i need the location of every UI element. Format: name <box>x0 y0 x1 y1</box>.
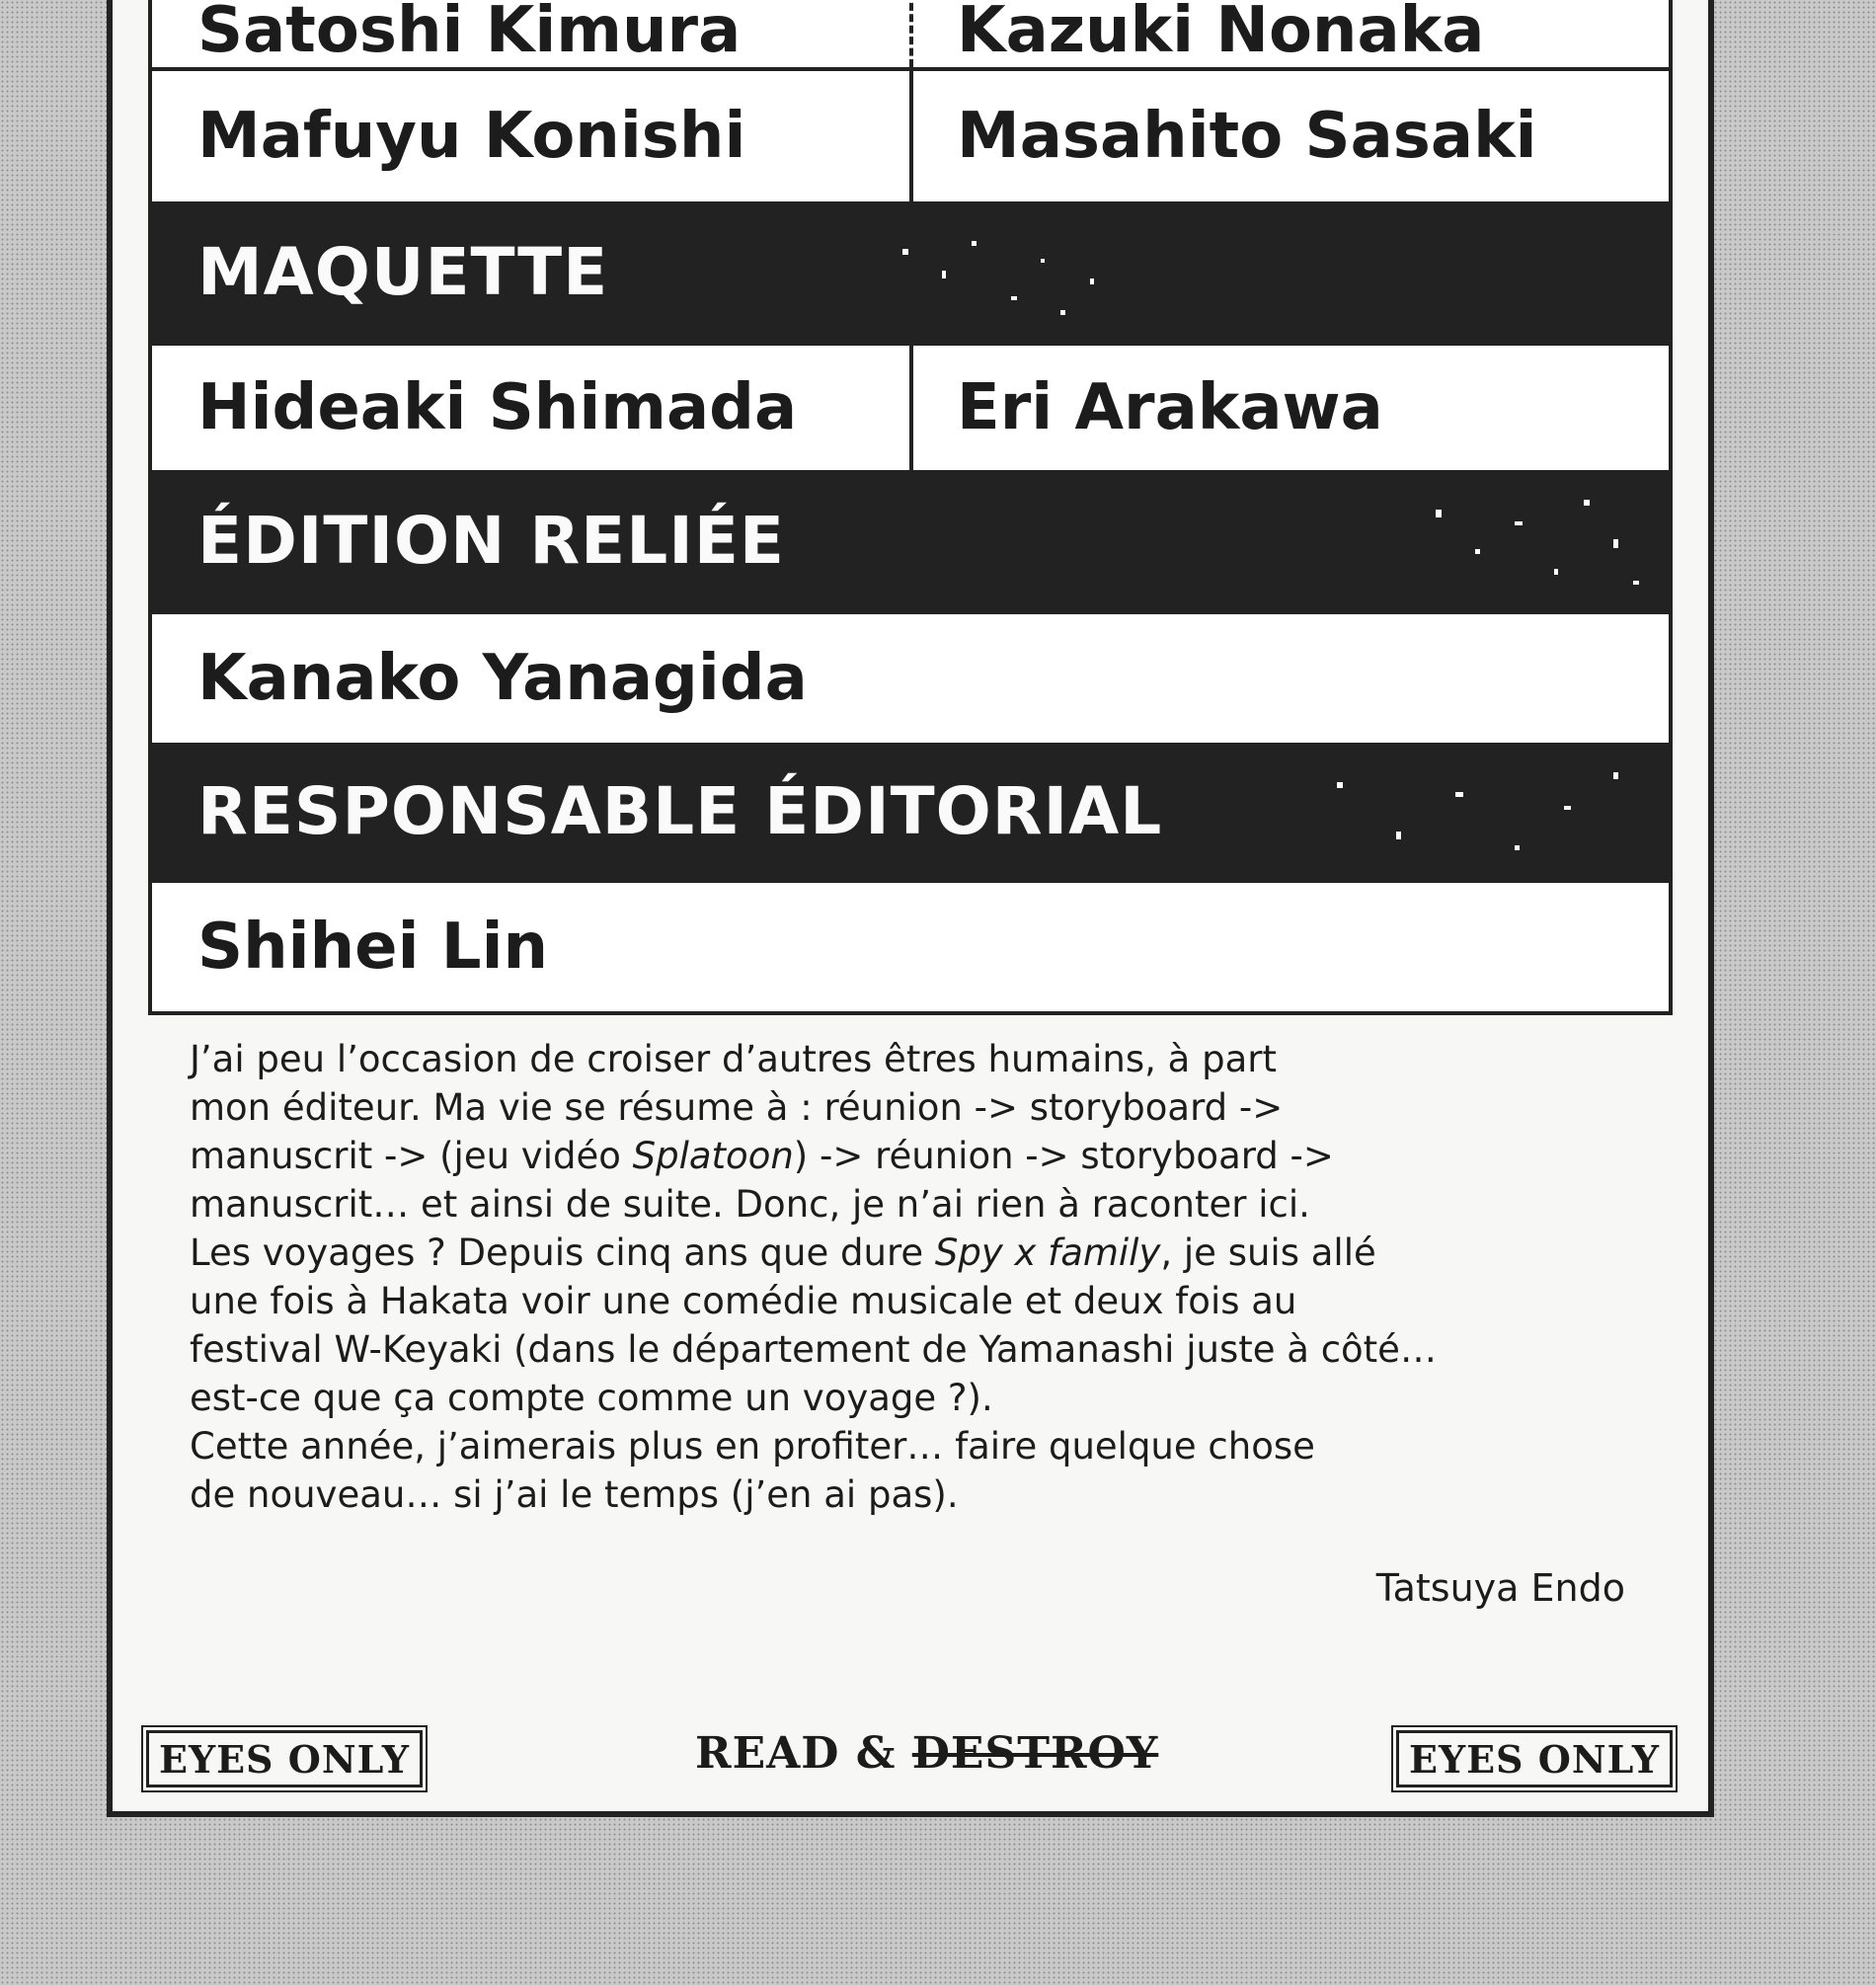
credit-name: Satoshi Kimura <box>197 0 742 67</box>
eyes-only-stamp-right: EYES ONLY <box>1396 1730 1673 1787</box>
credits-row <box>152 342 1669 470</box>
credit-name: Mafuyu Konishi <box>197 100 746 173</box>
author-signature: Tatsuya Endo <box>1375 1566 1625 1610</box>
eyes-only-stamp-left: EYES ONLY <box>146 1730 423 1787</box>
note-line: manuscrit… et ainsi de suite. Donc, je n’ai rien à raconter ici. <box>190 1183 1310 1226</box>
note-line: Les voyages ? Depuis cinq ans que dure Spy x family, je suis allé <box>190 1231 1376 1274</box>
author-note <box>190 1035 1631 1519</box>
credit-name: Kazuki Nonaka <box>909 0 1669 67</box>
credits-row <box>152 0 1669 67</box>
section-header-responsable <box>152 743 1669 879</box>
note-line: J’ai peu l’occasion de croiser d’autres êtres humains, à part <box>190 1038 1277 1080</box>
credit-name: Hideaki Shimada <box>197 371 798 444</box>
section-header-maquette <box>152 201 1669 342</box>
credits-row <box>152 67 1669 201</box>
read-destroy-label: READ & DESTROY <box>695 1728 1159 1779</box>
note-line: Cette année, j’aimerais plus en profiter… faire quelque chose <box>190 1425 1315 1468</box>
note-line: festival W-Keyaki (dans le département de Yamanashi juste à côté… <box>190 1328 1437 1371</box>
credit-name: Shihei Lin <box>197 911 549 984</box>
section-title: ÉDITION RELIÉE <box>197 502 786 579</box>
note-line: est-ce que ça compte comme un voyage ?). <box>190 1377 993 1419</box>
section-title: RESPONSABLE ÉDITORIAL <box>197 772 1163 849</box>
note-line: mon éditeur. Ma vie se résume à : réunion -> storyboard -> <box>190 1086 1284 1129</box>
credit-name: Masahito Sasaki <box>909 71 1669 201</box>
note-line: une fois à Hakata voir une comédie musicale et deux fois au <box>190 1280 1297 1322</box>
note-line: manuscrit -> (jeu vidéo Splatoon) -> réunion -> storyboard -> <box>190 1135 1334 1177</box>
credits-table <box>148 0 1673 1015</box>
credits-row <box>152 610 1669 743</box>
section-title: MAQUETTE <box>197 233 609 310</box>
section-header-edition <box>152 470 1669 610</box>
note-line: de nouveau… si j’ai le temps (j’en ai pas). <box>190 1473 959 1516</box>
credits-row <box>152 879 1669 1011</box>
credit-name: Kanako Yanagida <box>197 642 808 715</box>
credit-name: Eri Arakawa <box>909 346 1669 470</box>
